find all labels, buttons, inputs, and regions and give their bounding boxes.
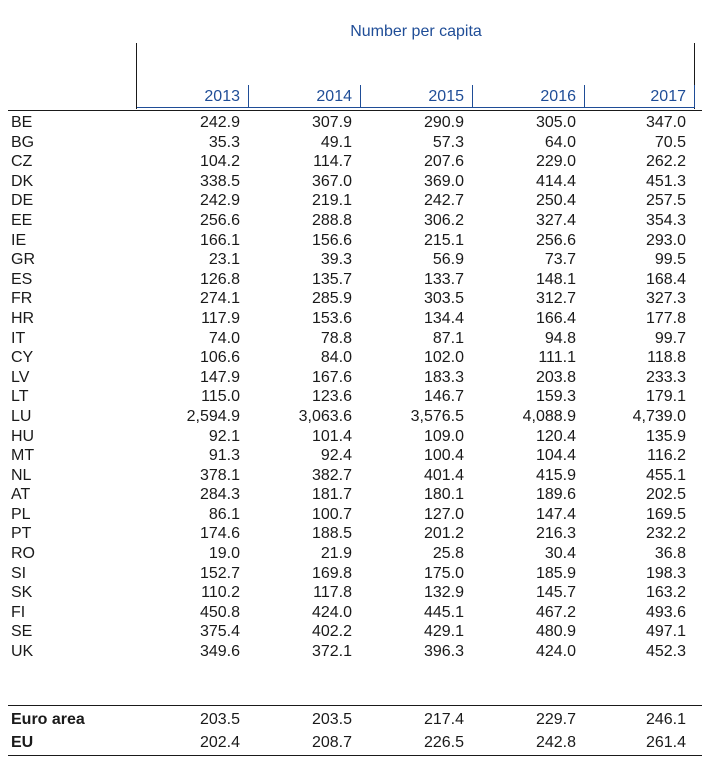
table-row xyxy=(0,289,702,309)
value-cell-2015: 25.8 xyxy=(432,545,464,563)
year-header-2: 2015 xyxy=(361,85,473,108)
value-cell-2017: 168.4 xyxy=(645,270,686,288)
value-cell-2015: 180.1 xyxy=(423,486,464,504)
value-cell-2013: 117.9 xyxy=(201,309,240,327)
value-cell-2015: 175.0 xyxy=(423,564,464,582)
value-cell-2014: 382.7 xyxy=(311,466,352,484)
value-cell-2014: 156.6 xyxy=(311,231,352,249)
value-cell-2015: 242.7 xyxy=(423,192,464,210)
value-cell-2016: 242.8 xyxy=(535,734,576,751)
country-rows xyxy=(0,113,702,662)
value-cell-2016: 94.8 xyxy=(544,329,576,347)
value-cell-2016: 111.1 xyxy=(538,349,576,367)
value-cell-2013: 110.2 xyxy=(201,584,240,602)
value-cell-2015: 109.0 xyxy=(423,427,464,445)
row-label: LV xyxy=(11,368,30,386)
row-label: DE xyxy=(11,192,34,210)
table-row xyxy=(0,622,702,642)
value-cell-2016: 166.4 xyxy=(535,309,576,327)
value-cell-2014: 100.7 xyxy=(311,505,352,523)
value-cell-2017: 452.3 xyxy=(645,643,686,661)
value-cell-2017: 354.3 xyxy=(645,211,686,229)
table-row xyxy=(0,368,702,388)
value-cell-2015: 100.4 xyxy=(423,447,464,465)
table-row xyxy=(0,427,702,447)
value-cell-2016: 147.4 xyxy=(535,505,576,523)
value-cell-2015: 57.3 xyxy=(432,133,464,151)
value-cell-2016: 305.0 xyxy=(535,114,576,131)
row-label: DK xyxy=(11,172,34,190)
row-label: SK xyxy=(11,584,33,602)
value-cell-2016: 73.7 xyxy=(544,251,576,269)
value-cell-2016: 120.4 xyxy=(535,427,576,445)
value-cell-2017: 177.8 xyxy=(645,309,686,327)
row-label: CZ xyxy=(11,153,33,171)
table-row xyxy=(0,152,702,172)
year-header-3: 2016 xyxy=(473,85,585,108)
table-row xyxy=(0,191,702,211)
value-cell-2014: 39.3 xyxy=(320,251,352,269)
header-rule xyxy=(8,110,702,111)
value-cell-2015: 369.0 xyxy=(423,172,464,190)
value-cell-2016: 415.9 xyxy=(535,466,576,484)
value-cell-2013: 91.3 xyxy=(208,447,240,465)
table-row xyxy=(0,564,702,584)
value-cell-2014: 372.1 xyxy=(311,643,352,661)
value-cell-2015: 401.4 xyxy=(423,466,464,484)
row-label: HU xyxy=(11,427,35,445)
value-cell-2014: 181.7 xyxy=(311,486,352,504)
row-label: PL xyxy=(11,505,31,523)
value-cell-2016: 414.4 xyxy=(535,172,576,190)
table-row xyxy=(0,329,702,349)
value-cell-2014: 285.9 xyxy=(311,290,352,308)
value-cell-2013: 338.5 xyxy=(199,172,240,190)
row-label: FI xyxy=(11,603,26,621)
value-cell-2014: 49.1 xyxy=(320,133,352,151)
table-row xyxy=(0,387,702,407)
value-cell-2013: 104.2 xyxy=(199,153,240,171)
table-row xyxy=(0,250,702,270)
value-cell-2017: 169.5 xyxy=(645,505,686,523)
value-cell-2016: 216.3 xyxy=(535,525,576,543)
value-cell-2017: 70.5 xyxy=(654,133,686,151)
value-cell-2014: 169.8 xyxy=(311,564,352,582)
value-cell-2015: 3,576.5 xyxy=(410,407,464,425)
value-cell-2016: 64.0 xyxy=(544,133,576,151)
table-row xyxy=(0,270,702,290)
value-cell-2014: 21.9 xyxy=(320,545,352,563)
row-label: UK xyxy=(11,643,34,661)
value-cell-2013: 349.6 xyxy=(199,643,240,661)
value-cell-2014: 153.6 xyxy=(311,309,352,327)
year-header-0: 2013 xyxy=(137,85,249,108)
value-cell-2015: 445.1 xyxy=(423,603,464,621)
row-label: EE xyxy=(11,211,33,229)
value-cell-2016: 467.2 xyxy=(535,603,576,621)
value-cell-2014: 135.7 xyxy=(311,270,352,288)
value-cell-2013: 2,594.9 xyxy=(186,407,240,425)
value-cell-2013: 174.6 xyxy=(199,525,240,543)
value-cell-2013: 166.1 xyxy=(199,231,240,249)
value-cell-2014: 288.8 xyxy=(311,211,352,229)
row-label: IT xyxy=(11,329,26,347)
table-row xyxy=(0,172,702,192)
value-cell-2017: 179.1 xyxy=(645,388,686,406)
value-cell-2015: 201.2 xyxy=(423,525,464,543)
value-cell-2017: 451.3 xyxy=(645,172,686,190)
value-cell-2015: 306.2 xyxy=(423,211,464,229)
value-cell-2017: 99.5 xyxy=(654,251,686,269)
value-cell-2017: 246.1 xyxy=(645,711,686,728)
value-cell-2013: 378.1 xyxy=(199,466,240,484)
value-cell-2014: 92.4 xyxy=(320,447,352,465)
value-cell-2015: 290.9 xyxy=(423,114,464,131)
value-cell-2017: 262.2 xyxy=(645,153,686,171)
value-cell-2015: 87.1 xyxy=(432,329,464,347)
value-cell-2016: 480.9 xyxy=(535,623,576,641)
value-cell-2013: 203.5 xyxy=(199,711,240,728)
value-cell-2014: 402.2 xyxy=(311,623,352,641)
value-cell-2014: 123.6 xyxy=(311,388,352,406)
value-cell-2013: 115.0 xyxy=(201,388,240,406)
row-label: RO xyxy=(11,545,35,563)
value-cell-2017: 116.2 xyxy=(647,447,686,465)
year-header-4: 2017 xyxy=(585,85,695,108)
row-label: SE xyxy=(11,623,33,641)
value-cell-2013: 450.8 xyxy=(199,603,240,621)
value-cell-2017: 4,739.0 xyxy=(632,407,686,425)
row-label: SI xyxy=(11,564,27,582)
value-cell-2015: 396.3 xyxy=(423,643,464,661)
table-row xyxy=(0,524,702,544)
table-row xyxy=(0,466,702,486)
table-row xyxy=(0,348,702,368)
value-cell-2015: 132.9 xyxy=(423,584,464,602)
row-label: AT xyxy=(11,486,31,504)
value-cell-2014: 219.1 xyxy=(311,192,352,210)
value-cell-2016: 104.4 xyxy=(535,447,576,465)
value-cell-2015: 134.4 xyxy=(423,309,464,327)
table-row xyxy=(0,446,702,466)
value-cell-2016: 4,088.9 xyxy=(522,407,576,425)
table-row xyxy=(0,642,702,662)
value-cell-2013: 147.9 xyxy=(199,368,240,386)
table-row xyxy=(0,485,702,505)
value-cell-2014: 3,063.6 xyxy=(298,407,352,425)
value-cell-2017: 497.1 xyxy=(645,623,686,641)
value-cell-2014: 101.4 xyxy=(311,427,352,445)
value-cell-2014: 167.6 xyxy=(311,368,352,386)
value-cell-2013: 86.1 xyxy=(208,505,240,523)
value-cell-2013: 23.1 xyxy=(208,251,240,269)
value-cell-2015: 133.7 xyxy=(423,270,464,288)
value-cell-2016: 203.8 xyxy=(535,368,576,386)
value-cell-2013: 19.0 xyxy=(208,545,240,563)
row-label: NL xyxy=(11,466,32,484)
table-row xyxy=(0,211,702,231)
value-cell-2017: 202.5 xyxy=(645,486,686,504)
year-header-1: 2014 xyxy=(249,85,361,108)
value-cell-2013: 284.3 xyxy=(199,486,240,504)
value-cell-2015: 303.5 xyxy=(423,290,464,308)
value-cell-2017: 118.8 xyxy=(647,349,686,367)
table-row xyxy=(0,407,702,427)
value-cell-2014: 203.5 xyxy=(311,711,352,728)
value-cell-2013: 242.9 xyxy=(199,114,240,131)
aggregate-row xyxy=(0,708,702,731)
value-cell-2013: 106.6 xyxy=(199,349,240,367)
table-row xyxy=(0,583,702,603)
aggregate-rows xyxy=(0,708,702,754)
row-label: ES xyxy=(11,270,33,288)
table-row xyxy=(0,544,702,564)
table-caption: Number per capita xyxy=(350,23,482,40)
value-cell-2013: 242.9 xyxy=(199,192,240,210)
value-cell-2015: 56.9 xyxy=(432,251,464,269)
value-cell-2016: 229.7 xyxy=(535,711,576,728)
value-cell-2014: 367.0 xyxy=(311,172,352,190)
value-cell-2013: 126.8 xyxy=(199,270,240,288)
value-cell-2013: 35.3 xyxy=(208,133,240,151)
value-cell-2013: 274.1 xyxy=(199,290,240,308)
value-cell-2017: 135.9 xyxy=(645,427,686,445)
value-cell-2017: 261.4 xyxy=(645,734,686,751)
value-cell-2014: 307.9 xyxy=(311,114,352,131)
row-label: EU xyxy=(11,734,34,751)
row-label: PT xyxy=(11,525,32,543)
value-cell-2015: 215.1 xyxy=(423,231,464,249)
year-header-row xyxy=(137,85,702,109)
value-cell-2014: 114.7 xyxy=(313,153,352,171)
value-cell-2016: 424.0 xyxy=(535,643,576,661)
table-row xyxy=(0,113,702,133)
value-cell-2013: 74.0 xyxy=(208,329,240,347)
value-cell-2017: 327.3 xyxy=(645,290,686,308)
row-label: FR xyxy=(11,290,33,308)
table-row xyxy=(0,231,702,251)
row-label: GR xyxy=(11,251,35,269)
value-cell-2014: 208.7 xyxy=(311,734,352,751)
value-cell-2017: 198.3 xyxy=(645,564,686,582)
value-cell-2017: 232.2 xyxy=(645,525,686,543)
value-cell-2017: 99.7 xyxy=(654,329,686,347)
value-cell-2016: 312.7 xyxy=(535,290,576,308)
value-cell-2014: 78.8 xyxy=(320,329,352,347)
value-cell-2016: 185.9 xyxy=(535,564,576,582)
row-label: LT xyxy=(11,388,29,406)
row-label: MT xyxy=(11,447,35,465)
value-cell-2014: 424.0 xyxy=(311,603,352,621)
row-label: CY xyxy=(11,349,34,367)
value-cell-2015: 146.7 xyxy=(423,388,464,406)
value-cell-2015: 226.5 xyxy=(423,734,464,751)
value-cell-2013: 92.1 xyxy=(208,427,240,445)
value-cell-2016: 250.4 xyxy=(535,192,576,210)
row-label: HR xyxy=(11,309,35,327)
value-cell-2015: 127.0 xyxy=(423,505,464,523)
aggregate-rule xyxy=(8,705,702,706)
row-label: BE xyxy=(11,114,33,131)
row-label: BG xyxy=(11,133,35,151)
value-cell-2017: 493.6 xyxy=(645,603,686,621)
row-label: Euro area xyxy=(11,711,85,728)
bottom-rule xyxy=(8,755,702,756)
value-cell-2013: 375.4 xyxy=(199,623,240,641)
value-cell-2016: 256.6 xyxy=(535,231,576,249)
value-cell-2013: 256.6 xyxy=(199,211,240,229)
value-cell-2016: 148.1 xyxy=(535,270,576,288)
value-cell-2016: 327.4 xyxy=(535,211,576,229)
value-cell-2014: 84.0 xyxy=(320,349,352,367)
value-cell-2015: 207.6 xyxy=(423,153,464,171)
value-cell-2014: 188.5 xyxy=(311,525,352,543)
value-cell-2016: 189.6 xyxy=(535,486,576,504)
value-cell-2015: 217.4 xyxy=(423,711,464,728)
value-cell-2016: 159.3 xyxy=(535,388,576,406)
value-cell-2015: 102.0 xyxy=(423,349,464,367)
table-row xyxy=(0,603,702,623)
value-cell-2017: 455.1 xyxy=(645,466,686,484)
row-label: IE xyxy=(11,231,27,249)
value-cell-2017: 36.8 xyxy=(654,545,686,563)
row-label: LU xyxy=(11,407,32,425)
value-cell-2017: 347.0 xyxy=(645,114,686,131)
value-cell-2017: 293.0 xyxy=(645,231,686,249)
value-cell-2017: 163.2 xyxy=(645,584,686,602)
table-row xyxy=(0,505,702,525)
value-cell-2016: 229.0 xyxy=(535,153,576,171)
value-cell-2013: 202.4 xyxy=(199,734,240,751)
value-cell-2017: 257.5 xyxy=(645,192,686,210)
value-cell-2015: 183.3 xyxy=(423,368,464,386)
value-cell-2014: 117.8 xyxy=(313,584,352,602)
value-cell-2017: 233.3 xyxy=(645,368,686,386)
value-cell-2016: 30.4 xyxy=(544,545,576,563)
table-row xyxy=(0,309,702,329)
value-cell-2015: 429.1 xyxy=(423,623,464,641)
table-row xyxy=(0,133,702,153)
value-cell-2016: 145.7 xyxy=(535,584,576,602)
aggregate-row xyxy=(0,731,702,754)
value-cell-2013: 152.7 xyxy=(199,564,240,582)
